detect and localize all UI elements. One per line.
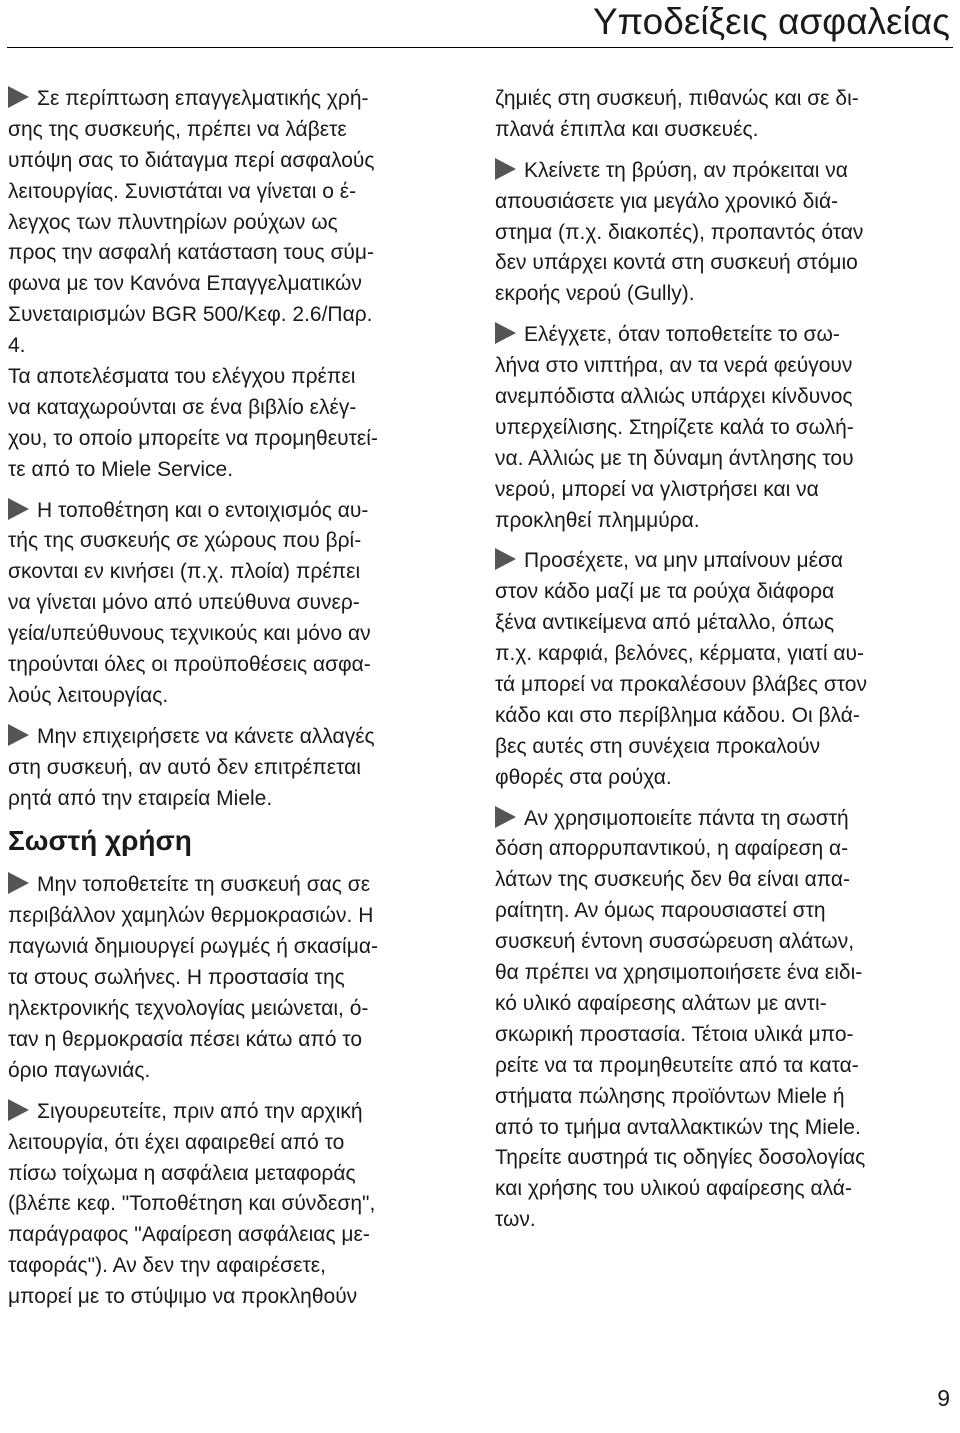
text-line: Κλείνετε τη βρύση, αν πρόκειται να	[495, 156, 950, 187]
text-line: χου, το οποίο μπορείτε να προμηθευτεί-	[8, 426, 378, 450]
text-line: σκονται εν κινήσει (π.χ. πλοία) πρέπει	[8, 560, 361, 584]
text-line: λούς λειτουργίας.	[8, 683, 169, 707]
paragraph	[8, 722, 463, 815]
text-line: πλανά έπιπλα και συσκευές.	[495, 117, 759, 141]
text-line: Σιγουρευτείτε, πριν από την αρχική	[8, 1097, 463, 1128]
text-line: ζημιές στη συσκευή, πιθανώς και σε δι-	[495, 87, 859, 110]
text-line: απουσιάσετε για μεγάλο χρονικό διά-	[495, 189, 839, 213]
text-line: ρητά από την εταιρεία Miele.	[8, 786, 273, 810]
text-line: Ελέγχετε, όταν τοποθετείτε το σω-	[495, 320, 950, 351]
text-line: των.	[495, 1208, 536, 1232]
text-line: ταφοράς"). Αν δεν την αφαιρέσετε,	[8, 1254, 326, 1278]
text-line: λειτουργίας. Συνιστάται να γίνεται ο έ-	[8, 179, 357, 203]
text-line: περιβάλλον χαμηλών θερμοκρασιών. Η	[8, 904, 374, 928]
text-line: τά μπορεί να προκαλέσουν βλάβες στον	[495, 673, 867, 697]
text-line: συσκευή έντονη συσσώρευση αλάτων,	[495, 930, 855, 954]
text-line: Αν χρησιμοποιείτε πάντα τη σωστή	[495, 804, 950, 835]
text-line: Μην επιχειρήσετε να κάνετε αλλαγές	[8, 722, 463, 753]
text-line: βες αυτές στη συνέχεια προκαλούν	[495, 734, 821, 758]
text-line: ρείτε να τα προμηθευτείτε από τα κατα-	[495, 1053, 859, 1077]
text-line: να καταχωρούνται σε ένα βιβλίο ελέγ-	[8, 395, 357, 419]
text-line: (βλέπε κεφ. "Τοποθέτηση και σύνδεση",	[8, 1192, 376, 1216]
right-column	[495, 84, 950, 1236]
text-line: Η τοποθέτηση και ο εντοιχισμός αυ-	[8, 496, 463, 527]
paragraph	[8, 496, 463, 712]
text-line: τής της συσκευής σε χώρους που βρί-	[8, 529, 362, 553]
text-line: λεγχος των πλυντηρίων ρούχων ως	[8, 210, 338, 234]
bullet-arrow-icon	[8, 724, 29, 746]
text-line: παράγραφος "Αφαίρεση ασφάλειας με-	[8, 1223, 370, 1247]
bullet-arrow-icon	[495, 806, 516, 828]
text-line: υπερχείλισης. Στηρίζετε καλά το σωλή-	[495, 415, 854, 439]
text-line: θα πρέπει να χρησιμοποιήσετε ένα ειδι-	[495, 961, 863, 985]
paragraph	[495, 320, 950, 536]
text-line: κάδο και στο περίβλημα κάδου. Οι βλά-	[495, 703, 860, 727]
text-line: να. Αλλιώς με τη δύναμη άντλησης του	[495, 446, 854, 470]
text-line: 4.	[8, 334, 26, 358]
text-line: π.χ. καρφιά, βελόνες, κέρματα, γιατί αυ-	[495, 642, 864, 666]
section-heading: Σωστή χρήση	[8, 825, 192, 857]
text-line: στη συσκευή, αν αυτό δεν επιτρέπεται	[8, 755, 361, 779]
text-line: δεν υπάρχει κοντά στη συσκευή στόμιο	[495, 251, 858, 275]
text-line: Προσέχετε, να μην μπαίνουν μέσα	[495, 546, 950, 577]
text-line: μπορεί με το στύψιμο να προκληθούν	[8, 1285, 358, 1309]
text-line: σης της συσκευής, πρέπει να λάβετε	[8, 117, 347, 141]
text-line: λήνα στο νιπτήρα, αν τα νερά φεύγουν	[495, 354, 853, 378]
text-line: Τα αποτελέσματα του ελέγχου πρέπει	[8, 365, 356, 389]
paragraph	[495, 546, 950, 793]
paragraph	[8, 1097, 463, 1313]
paragraph	[495, 156, 950, 310]
text-line: τα στους σωλήνες. Η προστασία της	[8, 966, 345, 990]
text-line: Συνεταιρισμών BGR 500/Κεφ. 2.6/Παρ.	[8, 303, 373, 327]
text-line: και χρήσης του υλικού αφαίρεσης αλά-	[495, 1177, 852, 1201]
page-number: 9	[937, 1385, 950, 1411]
page-header-title: Υποδείξεις ασφαλείας	[592, 1, 950, 42]
text-line: τε από το Miele Service.	[8, 457, 234, 481]
text-line: φωνα με τον Κανόνα Επαγγελματικών	[8, 272, 362, 296]
text-line: λειτουργία, ότι έχει αφαιρεθεί από το	[8, 1130, 345, 1154]
paragraph	[495, 84, 950, 146]
text-line: ταν η θερμοκρασία πέσει κάτω από το	[8, 1027, 363, 1051]
bullet-arrow-icon	[8, 86, 29, 108]
text-line: κό υλικό αφαίρεσης αλάτων με αντι-	[495, 991, 827, 1015]
text-line: στημα (π.χ. διακοπές), προπαντός όταν	[495, 220, 864, 244]
left-column	[8, 84, 463, 1313]
text-line: τηρούνται όλες οι προϋποθέσεις ασφα-	[8, 653, 371, 677]
text-line: στήματα πώλησης προϊόντων Miele ή	[495, 1084, 845, 1108]
text-line: εκροής νερού (Gully).	[495, 282, 695, 306]
paragraph	[8, 84, 463, 486]
text-line: από το τμήμα ανταλλακτικών της Miele.	[495, 1115, 861, 1139]
bullet-arrow-icon	[495, 548, 516, 570]
text-line: προς την ασφαλή κατάσταση τους σύμ-	[8, 241, 375, 265]
text-line: νερού, μπορεί να γλιστρήσει και να	[495, 477, 819, 501]
text-line: Τηρείτε αυστηρά τις οδηγίες δοσολογίας	[495, 1146, 866, 1170]
text-line: υπόψη σας το διάταγμα περί ασφαλούς	[8, 148, 375, 172]
text-line: ηλεκτρονικής τεχνολογίας μειώνεται, ό-	[8, 997, 369, 1021]
bullet-arrow-icon	[495, 158, 516, 180]
text-line: προκληθεί πλημμύρα.	[495, 508, 700, 532]
text-line: ανεμπόδιστα αλλιώς υπάρχει κίνδυνος	[495, 385, 853, 409]
paragraph	[8, 870, 463, 1086]
text-line: ξένα αντικείμενα από μέταλλο, όπως	[495, 611, 835, 635]
text-line: παγωνιά δημιουργεί ρωγμές ή σκασίμα-	[8, 935, 378, 959]
header-divider	[7, 47, 953, 48]
text-line: φθορές στα ρούχα.	[495, 765, 672, 789]
text-line: στον κάδο μαζί με τα ρούχα διάφορα	[495, 580, 835, 604]
paragraph	[495, 804, 950, 1236]
text-line: να γίνεται μόνο από υπεύθυνα συνερ-	[8, 591, 360, 615]
bullet-arrow-icon	[495, 322, 516, 344]
bullet-arrow-icon	[8, 1099, 29, 1121]
text-line: λάτων της συσκευής δεν θα είναι απα-	[495, 868, 851, 892]
bullet-arrow-icon	[8, 498, 29, 520]
text-line: σκωρική προστασία. Τέτοια υλικά μπο-	[495, 1022, 854, 1046]
bullet-arrow-icon	[8, 872, 29, 894]
text-line: Σε περίπτωση επαγγελματικής χρή-	[8, 84, 463, 115]
text-line: ραίτητη. Αν όμως παρουσιαστεί στη	[495, 899, 826, 923]
text-line: όριο παγωνιάς.	[8, 1058, 151, 1082]
text-line: Μην τοποθετείτε τη συσκευή σας σε	[8, 870, 463, 901]
text-line: δόση απορρυπαντικού, η αφαίρεση α-	[495, 837, 849, 861]
text-line: πίσω τοίχωμα η ασφάλεια μεταφοράς	[8, 1161, 356, 1185]
text-line: γεία/υπεύθυνους τεχνικούς και μόνο αν	[8, 622, 371, 646]
